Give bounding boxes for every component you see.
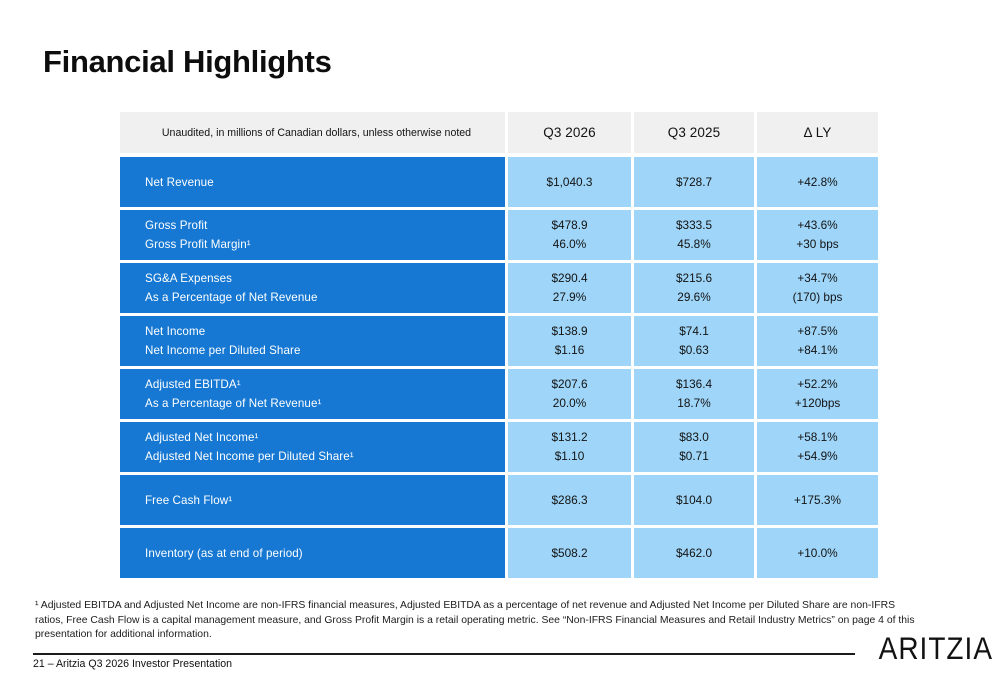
row-value-q3-2026	[508, 263, 631, 313]
row-value-delta-ly	[757, 422, 878, 472]
column-header-q3-2026: Q3 2026	[508, 112, 631, 153]
row-value-q3-2025	[634, 475, 754, 525]
text-line: $138.9	[551, 324, 588, 338]
text-line: $0.63	[679, 343, 709, 357]
text-line: presentation for additional information.	[35, 629, 212, 641]
text-line: +87.5%	[797, 324, 838, 338]
text-line: $508.2	[551, 545, 588, 560]
text-line: $215.6	[675, 271, 713, 285]
row-value-delta-ly	[757, 157, 878, 207]
text-line: $333.5	[675, 218, 713, 232]
column-header-q3-2025: Q3 2025	[634, 112, 754, 153]
text-line: +43.6%	[797, 218, 838, 232]
row-value-q3-2025	[634, 422, 754, 472]
text-line: +54.9%	[797, 449, 838, 463]
row-label	[120, 263, 505, 313]
text-line: $136.4	[675, 377, 713, 391]
text-line: +175.3%	[794, 492, 841, 507]
row-value-q3-2026	[508, 528, 631, 578]
row-value-delta-ly	[757, 528, 878, 578]
text-line: 46.0%	[552, 237, 587, 251]
text-line: 45.8%	[677, 237, 711, 251]
row-label	[120, 369, 505, 419]
text-line: (170) bps	[792, 290, 843, 304]
row-value-q3-2025	[634, 528, 754, 578]
text-line: Adjusted EBITDA¹	[145, 378, 241, 391]
footer-divider	[33, 653, 855, 655]
text-line: +34.7%	[797, 271, 838, 285]
text-line: Free Cash Flow¹	[145, 493, 233, 507]
row-label	[120, 422, 505, 472]
text-line: Net Revenue	[145, 175, 214, 189]
text-line: +120bps	[794, 396, 841, 410]
row-value-q3-2026	[508, 210, 631, 260]
text-line: 20.0%	[552, 396, 587, 410]
table-header-row	[120, 112, 878, 153]
text-line: +58.1%	[797, 430, 838, 444]
text-line: $728.7	[675, 174, 713, 189]
row-value-delta-ly	[757, 263, 878, 313]
text-line: +42.8%	[797, 174, 838, 189]
text-line: ratios, Free Cash Flow is a capital management measure, and Gross Profit Margin is a retail operating metric. See “Non-IFRS Financial Measures and Retail Industry Metrics” on page 4 of this	[35, 614, 915, 626]
table-row	[120, 528, 878, 578]
footnote	[35, 599, 915, 643]
text-line: As a Percentage of Net Revenue¹	[145, 397, 322, 410]
row-label	[120, 475, 505, 525]
row-value-q3-2025	[634, 369, 754, 419]
row-label	[120, 157, 505, 207]
aritzia-logo: ARITZIA	[878, 631, 993, 666]
text-line: +52.2%	[797, 377, 838, 391]
text-line: Gross Profit Margin¹	[145, 238, 251, 251]
row-value-delta-ly	[757, 475, 878, 525]
text-line: 18.7%	[677, 396, 711, 410]
text-line: +30 bps	[796, 237, 839, 251]
row-label	[120, 528, 505, 578]
text-line: SG&A Expenses	[145, 272, 233, 285]
table-row	[120, 422, 878, 472]
row-value-q3-2025	[634, 210, 754, 260]
text-line: Net Income	[145, 325, 206, 338]
row-value-delta-ly	[757, 210, 878, 260]
text-line: +84.1%	[797, 343, 838, 357]
text-line: As a Percentage of Net Revenue	[145, 291, 318, 304]
text-line: $207.6	[551, 377, 588, 391]
row-label	[120, 316, 505, 366]
row-value-q3-2025	[634, 263, 754, 313]
row-value-q3-2025	[634, 316, 754, 366]
row-value-q3-2026	[508, 369, 631, 419]
row-value-delta-ly	[757, 369, 878, 419]
row-value-q3-2026	[508, 475, 631, 525]
table-row	[120, 475, 878, 525]
table-row	[120, 210, 878, 260]
text-line: Adjusted Net Income per Diluted Share¹	[145, 450, 354, 463]
text-line: 27.9%	[552, 290, 587, 304]
table-rows	[120, 157, 878, 578]
page-number-label: 21 – Aritzia Q3 2026 Investor Presentation	[33, 658, 233, 670]
text-line: $1,040.3	[546, 174, 593, 189]
text-line: $131.2	[551, 430, 588, 444]
row-value-q3-2026	[508, 422, 631, 472]
text-line: 29.6%	[677, 290, 711, 304]
text-line: Net Income per Diluted Share	[145, 344, 301, 357]
text-line: $0.71	[679, 449, 709, 463]
row-label	[120, 210, 505, 260]
text-line: $1.10	[554, 449, 585, 463]
text-line: Inventory (as at end of period)	[145, 546, 303, 560]
text-line: $286.3	[551, 492, 588, 507]
table-header-note: Unaudited, in millions of Canadian dollars, unless otherwise noted	[120, 112, 505, 153]
text-line: $462.0	[675, 545, 713, 560]
row-value-q3-2026	[508, 157, 631, 207]
text-line: $478.9	[551, 218, 588, 232]
text-line: $290.4	[551, 271, 588, 285]
text-line: $104.0	[675, 492, 713, 507]
table-row	[120, 263, 878, 313]
row-value-delta-ly	[757, 316, 878, 366]
text-line: Gross Profit	[145, 219, 208, 232]
text-line: $74.1	[679, 324, 709, 338]
text-line: Adjusted Net Income¹	[145, 431, 259, 444]
text-line: $83.0	[679, 430, 709, 444]
row-value-q3-2026	[508, 316, 631, 366]
text-line: ¹ Adjusted EBITDA and Adjusted Net Income are non-IFRS financial measures, Adjusted EBITDA as a percentage of net revenue and Adjusted Net Income per Diluted Share are non-IFRS	[35, 600, 896, 611]
page-title: Financial Highlights	[43, 44, 332, 79]
row-value-q3-2025	[634, 157, 754, 207]
text-line: $1.16	[554, 343, 585, 357]
table-row	[120, 157, 878, 207]
column-header-delta-ly: Δ LY	[757, 112, 878, 153]
financial-highlights-table	[120, 112, 878, 578]
table-row	[120, 316, 878, 366]
text-line: +10.0%	[797, 545, 838, 560]
table-row	[120, 369, 878, 419]
